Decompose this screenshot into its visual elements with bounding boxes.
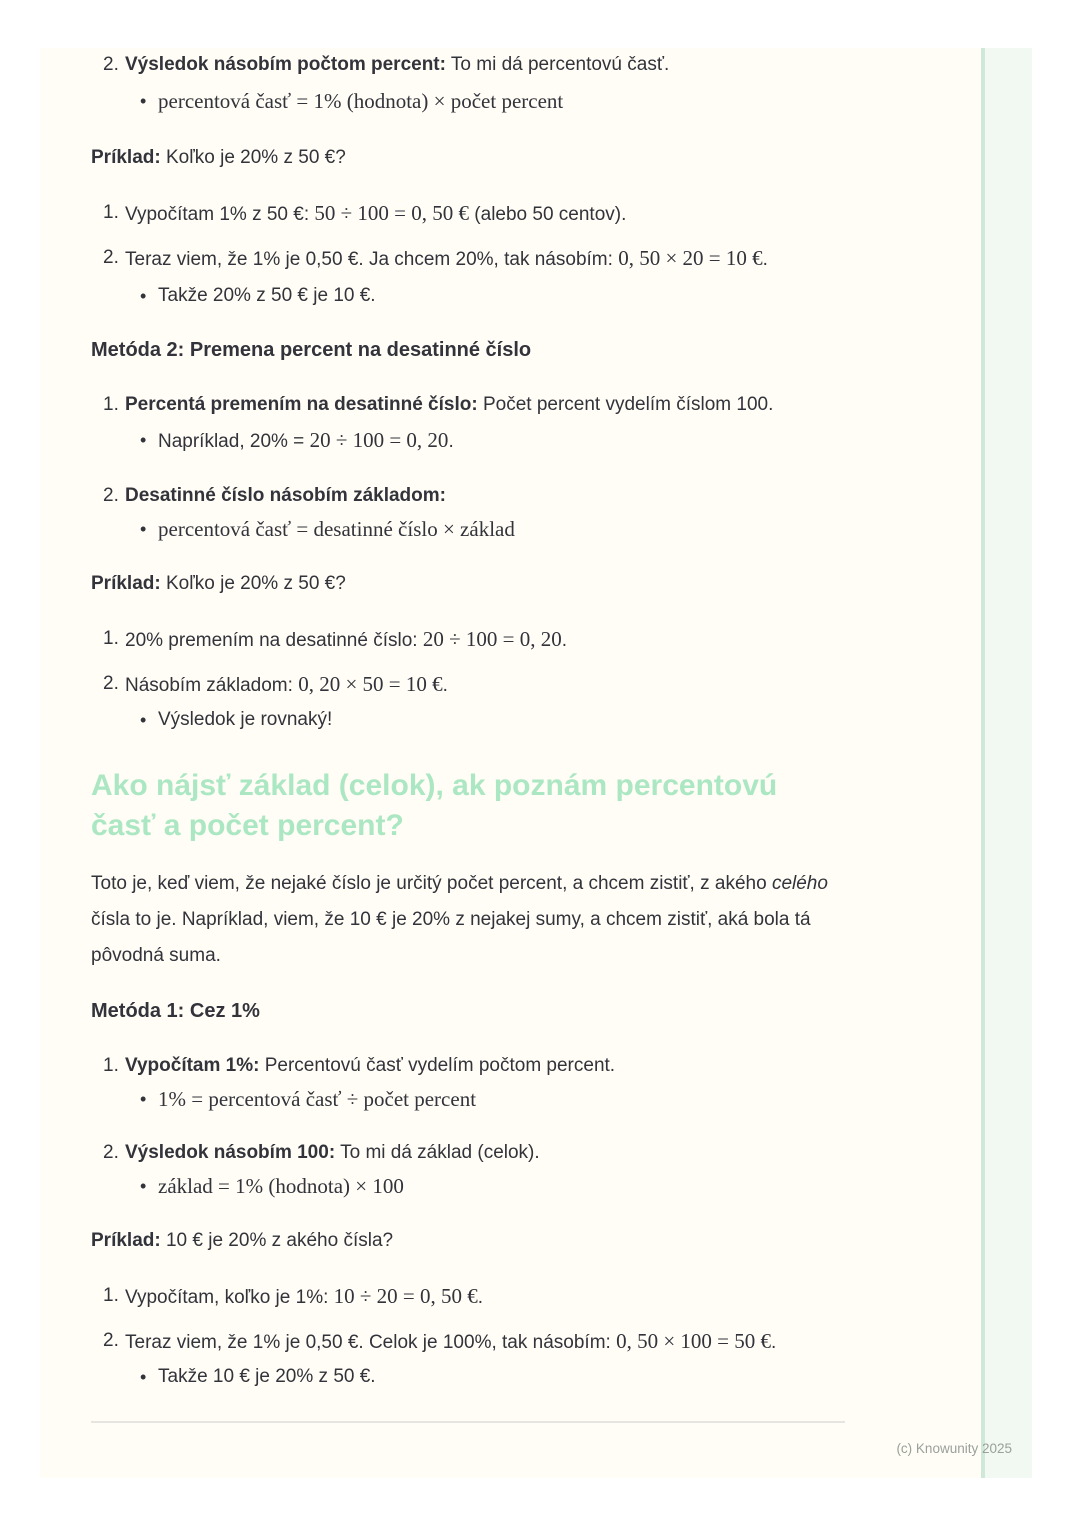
formula-text: 1% = percentová časť ÷ počet percent — [158, 1087, 477, 1111]
list-number: 2. — [103, 673, 119, 694]
step-text: Desatinné číslo násobím základom: — [125, 485, 446, 506]
result-bullet — [91, 281, 845, 311]
document-page — [40, 48, 1032, 1478]
bullet-icon: • — [140, 430, 147, 450]
list-number: 1. — [103, 1285, 119, 1306]
example-label: Príklad: Koľko je 20% z 50 €? — [91, 147, 346, 168]
formula-bullet — [91, 425, 845, 457]
page-accent-strip — [981, 48, 1032, 1478]
list-number: 1. — [103, 1055, 119, 1076]
method-heading: Metóda 2: Premena percent na desatinné číslo — [91, 339, 532, 361]
formula-bullet — [91, 86, 845, 116]
example-label: Príklad: 10 € je 20% z akého čísla? — [91, 1230, 394, 1251]
math-expression: 20 ÷ 100 = 0, 20 — [422, 627, 562, 651]
step-text: Vypočítam 1% z 50 €: 50 ÷ 100 = 0, 50 € (alebo 50 centov). — [125, 201, 627, 225]
result-text: Takže 20% z 50 € je 10 €. — [158, 285, 376, 306]
italic-word: celého — [771, 873, 828, 894]
step-item — [91, 243, 845, 275]
section-heading: Ako nájsť základ (celok), ak poznám percentovú časť a počet percent? — [91, 769, 778, 842]
result-text: Výsledok je rovnaký! — [158, 709, 333, 730]
bullet-icon: • — [140, 91, 147, 111]
step-item — [91, 1138, 845, 1168]
step-item — [91, 624, 845, 656]
formula-text: Napríklad, 20% = 20 ÷ 100 = 0, 20. — [158, 428, 454, 452]
page-content — [91, 50, 845, 1423]
step-text: Výsledok násobím počtom percent: To mi dá percentovú časť. — [125, 54, 670, 75]
example-label: Príklad: Koľko je 20% z 50 €? — [91, 573, 346, 594]
step-item — [91, 390, 845, 420]
step-item — [91, 669, 845, 701]
math-expression: 50 ÷ 100 = 0, 50 € — [314, 201, 470, 225]
step-text: Teraz viem, že 1% je 0,50 €. Ja chcem 20%, tak násobím: 0, 50 × 20 = 10 €. — [125, 246, 768, 270]
step-text: Teraz viem, že 1% je 0,50 €. Celok je 100%, tak násobím: 0, 50 × 100 = 50 €. — [125, 1329, 777, 1353]
copyright-text: (c) Knowunity 2025 — [896, 1441, 1012, 1456]
list-number: 2. — [103, 54, 119, 75]
formula-bullet — [91, 1171, 845, 1201]
step-text: 20% premením na desatinné číslo: 20 ÷ 100 = 0, 20. — [125, 627, 567, 651]
bullet-icon: • — [140, 710, 147, 730]
list-number: 2. — [103, 247, 119, 268]
result-text: Takže 10 € je 20% z 50 €. — [158, 1366, 376, 1387]
bullet-icon: • — [140, 1367, 147, 1387]
formula-bullet — [91, 514, 845, 544]
list-number: 2. — [103, 1330, 119, 1351]
list-number: 1. — [103, 628, 119, 649]
formula-text: základ = 1% (hodnota) × 100 — [158, 1174, 404, 1198]
bullet-icon: • — [140, 1176, 147, 1196]
math-expression: 10 ÷ 20 = 0, 50 € — [333, 1284, 478, 1308]
math-expression: 20 ÷ 100 = 0, 20 — [309, 428, 449, 452]
formula-text: percentová časť = desatinné číslo × základ — [158, 517, 515, 541]
step-text: Výsledok násobím 100: To mi dá základ (celok). — [125, 1142, 540, 1163]
step-item — [91, 1326, 845, 1358]
step-text: Vypočítam 1%: Percentovú časť vydelím počtom percent. — [125, 1055, 616, 1076]
step-item — [91, 1281, 845, 1313]
list-number: 1. — [103, 394, 119, 415]
result-bullet — [91, 705, 845, 735]
step-text: Násobím základom: 0, 20 × 50 = 10 €. — [125, 672, 448, 696]
divider — [91, 1421, 845, 1423]
bullet-icon: • — [140, 286, 147, 306]
intro-paragraph: Toto je, keď viem, že nejaké číslo je určitý počet percent, a chcem zistiť, z akého celého čísla to je. Napríklad, viem, že 10 € je 20% z nejakej sumy, a chcem zistiť, aká bola tá pôvodná suma. — [91, 873, 828, 966]
bullet-icon: • — [140, 519, 147, 539]
step-item — [91, 1051, 845, 1081]
step-item — [91, 481, 845, 511]
formula-bullet — [91, 1084, 845, 1114]
step-text: Percentá premením na desatinné číslo: Počet percent vydelím číslom 100. — [125, 394, 774, 415]
list-number: 1. — [103, 202, 119, 223]
list-number: 2. — [103, 1142, 119, 1163]
formula-text: percentová časť = 1% (hodnota) × počet percent — [158, 89, 564, 113]
bullet-icon: • — [140, 1089, 147, 1109]
math-expression: 0, 50 × 100 = 50 € — [616, 1329, 772, 1353]
step-item — [91, 50, 845, 80]
step-text: Vypočítam, koľko je 1%: 10 ÷ 20 = 0, 50 €. — [125, 1284, 484, 1308]
list-number: 2. — [103, 485, 119, 506]
math-expression: 0, 50 × 20 = 10 € — [618, 246, 763, 270]
method-heading: Metóda 1: Cez 1% — [91, 1000, 260, 1022]
step-item — [91, 198, 845, 230]
math-expression: 0, 20 × 50 = 10 € — [298, 672, 443, 696]
result-bullet — [91, 1362, 845, 1392]
